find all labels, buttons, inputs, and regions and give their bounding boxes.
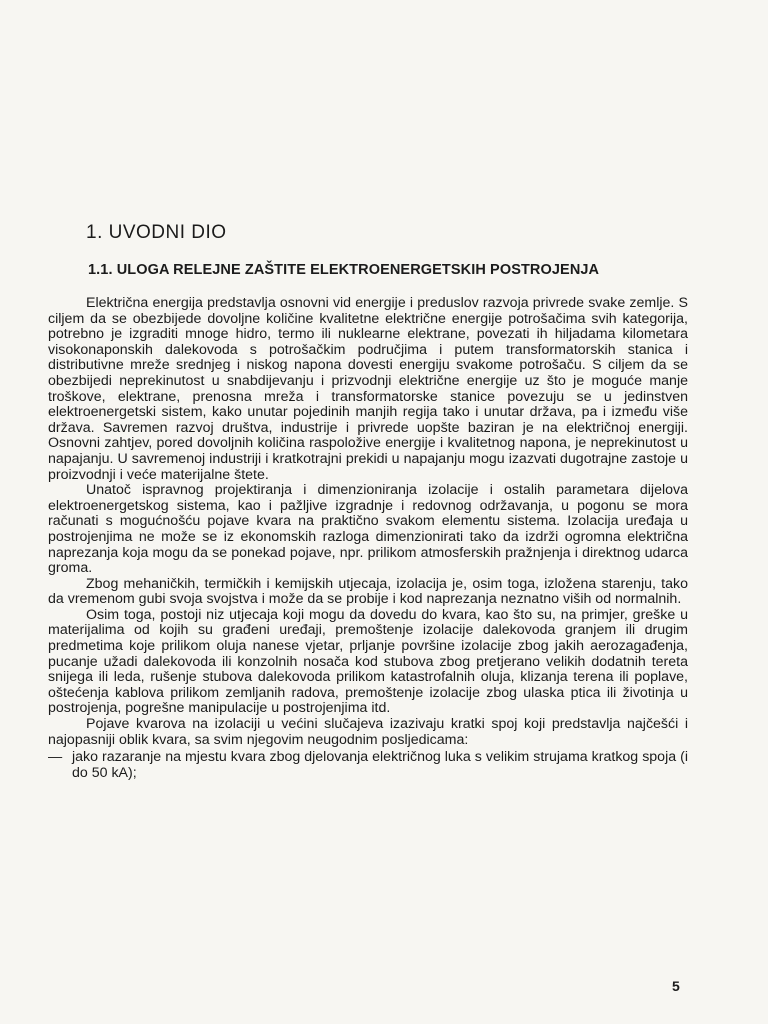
list-bullet: —	[48, 749, 63, 766]
paragraph: Unatoč ispravnog projektiranja i dimenzioniranja izolacije i ostalih parametara dijelova elektroenergetskog sistema, kao i pažljive izgradnje i redovnog održavanja, u pogonu se mora računati s mogućnošću pojave kvara na praktično svakom elementu sistema. Izolacija uređaja u postrojenjima ne može se iz ekonomskih razloga dimenzionirati tako da izdrži ogromna električna naprezanja koja mogu da se ponekad pojave, npr. prilikom atmosferskih pražnjenja i direktnog udarca groma.	[48, 482, 688, 577]
paragraph: Zbog mehaničkih, termičkih i kemijskih utjecaja, izolacija je, osim toga, izložena starenju, tako da vremenom gubi svoja svojstva i može da se probije i kod naprezanja neznatno viših od normalnih.	[48, 575, 688, 608]
list-item-text: jako razaranje na mjestu kvara zbog djelovanja električnog luka s velikim strujama kratkog spoja (i do 50 kA);	[72, 749, 688, 781]
paragraph: Osim toga, postoji niz utjecaja koji mogu da dovedu do kvara, kao što su, na primjer, greške u materijalima od kojih su građeni uređaji, premoštenje izolacije dalekovoda granjem ili drugim predmetima koje prilikom oluja nanese vjetar, prljanje površine izolacije zbog jakih aerozagađenja, pucanje užadi dalekovoda ili konzolnih nosača kod stubova zbog pretjerano velikih dodatnih tereta snijega ili leda, rušenje stubova dalekovoda prilikom katastrofalnih oluja, klizanja terena ili poplave, oštećenja kablova prilikom zemljanih radova, premoštenje izolacije zbog ulaska ptica ili životinja u postrojenja, pogrešne manipulacije u postrojenjima itd.	[48, 606, 688, 717]
body-text	[48, 296, 688, 781]
paragraph: Pojave kvarova na izolaciji u većini slučajeva izazivaju kratki spoj koji predstavlja najčešći i najopasniji oblik kvara, sa svim njegovim neugodnim posljedicama:	[48, 716, 688, 748]
chapter-heading: 1. UVODNI DIO	[86, 222, 227, 243]
page-number: 5	[672, 978, 680, 994]
section-heading: 1.1. ULOGA RELEJNE ZAŠTITE ELEKTROENERGETSKIH POSTROJENJA	[88, 262, 600, 278]
paragraph: Električna energija predstavlja osnovni vid energije i preduslov razvoja privrede svake zemlje. S ciljem da se obezbijede dovoljne količine kvalitetne električne energije potrošačima svih kategorija, potrebno je izgraditi mnoge hidro, termo ili nuklearne elektrane, povezati ih hiljadama kilometara visokonaponskih dalekovoda s potrošačkim područjima i putem transformatorskih stanica i distributivne mreže srednjeg i niskog napona dovesti energiju svakome potrošaču. S ciljem da se obezbijedi neprekinutost u snabdijevanju i prizvodnji električne energije uz što je moguće manje troškove, elektrane, prenosna mreža i transformatorske stanice povezuju se u jedinstven elektroenergetski sistem, kako unutar pojedinih manjih regija tako i unutar država, pa i između više država. Savremen razvoj društva, industrije i privrede uopšte baziran je na električnoj energiji. Osnovni zahtjev, pored dovoljnih količina raspoložive energije i kvalitetnog napona, je neprekinutost u napajanju. U savremenoj industriji i kratkotrajni prekidi u napajanju mogu izazvati dugotrajne zastoje u proizvodnji i veće materijalne štete.	[48, 295, 688, 483]
list-item	[48, 750, 688, 781]
